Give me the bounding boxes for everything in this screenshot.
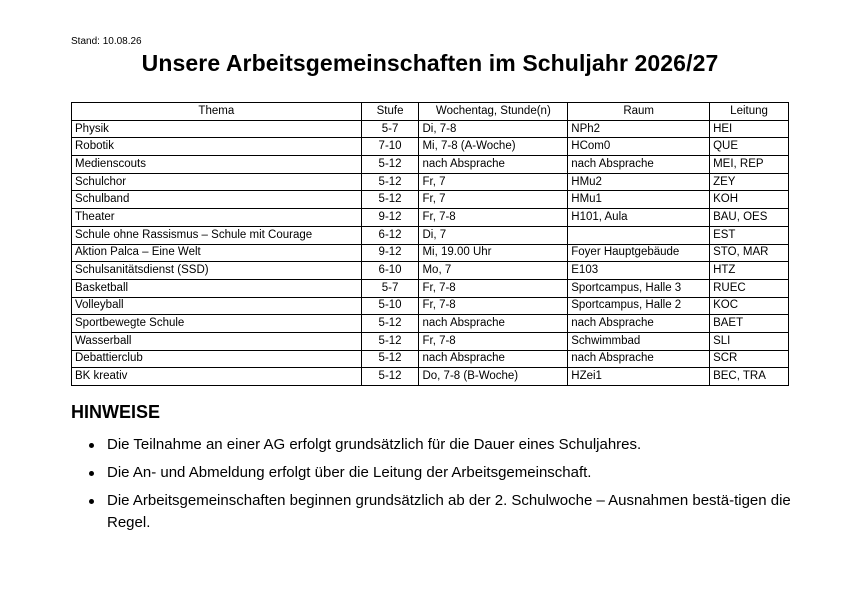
cell-raum: Schwimmbad bbox=[568, 332, 710, 350]
table-row bbox=[72, 244, 789, 262]
cell-leitung: QUE bbox=[710, 138, 789, 156]
cell-thema: Physik bbox=[72, 120, 362, 138]
table-row bbox=[72, 350, 789, 368]
cell-stufe: 5-7 bbox=[361, 279, 419, 297]
cell-thema: Aktion Palca – Eine Welt bbox=[72, 244, 362, 262]
stand-date: Stand: 10.08.26 bbox=[71, 36, 142, 47]
bullet-icon bbox=[89, 499, 94, 504]
cell-thema: Volleyball bbox=[72, 297, 362, 315]
cell-stufe: 5-12 bbox=[361, 315, 419, 333]
header-thema: Thema bbox=[72, 103, 362, 121]
cell-thema: Basketball bbox=[72, 279, 362, 297]
cell-stufe: 5-12 bbox=[361, 156, 419, 174]
cell-raum: Sportcampus, Halle 2 bbox=[568, 297, 710, 315]
ag-table bbox=[71, 102, 789, 386]
cell-leitung: BEC, TRA bbox=[710, 368, 789, 386]
cell-raum: Foyer Hauptgebäude bbox=[568, 244, 710, 262]
bullet-icon bbox=[89, 443, 94, 448]
cell-raum: NPh2 bbox=[568, 120, 710, 138]
cell-wochentag: Do, 7-8 (B-Woche) bbox=[419, 368, 568, 386]
header-stufe: Stufe bbox=[361, 103, 419, 121]
table-row bbox=[72, 262, 789, 280]
cell-thema: Schulsanitätsdienst (SSD) bbox=[72, 262, 362, 280]
cell-thema: Medienscouts bbox=[72, 156, 362, 174]
cell-raum: H101, Aula bbox=[568, 209, 710, 227]
cell-stufe: 5-12 bbox=[361, 173, 419, 191]
cell-wochentag: Mo, 7 bbox=[419, 262, 568, 280]
table-row bbox=[72, 173, 789, 191]
cell-stufe: 5-12 bbox=[361, 350, 419, 368]
cell-wochentag: Di, 7-8 bbox=[419, 120, 568, 138]
cell-leitung: STO, MAR bbox=[710, 244, 789, 262]
cell-stufe: 5-12 bbox=[361, 191, 419, 209]
table-row bbox=[72, 226, 789, 244]
table-header-row bbox=[72, 103, 789, 121]
cell-stufe: 5-12 bbox=[361, 332, 419, 350]
table-row bbox=[72, 315, 789, 333]
cell-stufe: 5-7 bbox=[361, 120, 419, 138]
cell-thema: Schule ohne Rassismus – Schule mit Courage bbox=[72, 226, 362, 244]
cell-wochentag: Fr, 7-8 bbox=[419, 332, 568, 350]
cell-leitung: EST bbox=[710, 226, 789, 244]
cell-raum: E103 bbox=[568, 262, 710, 280]
bullet-icon bbox=[89, 471, 94, 476]
cell-thema: Schulchor bbox=[72, 173, 362, 191]
cell-stufe: 6-12 bbox=[361, 226, 419, 244]
notes-list bbox=[71, 434, 791, 540]
table-row bbox=[72, 279, 789, 297]
header-raum: Raum bbox=[568, 103, 710, 121]
table-row bbox=[72, 156, 789, 174]
cell-wochentag: Fr, 7 bbox=[419, 173, 568, 191]
note-item bbox=[71, 434, 791, 456]
cell-wochentag: nach Absprache bbox=[419, 156, 568, 174]
cell-wochentag: Fr, 7-8 bbox=[419, 279, 568, 297]
cell-leitung: SLI bbox=[710, 332, 789, 350]
table-row bbox=[72, 209, 789, 227]
cell-thema: Debattierclub bbox=[72, 350, 362, 368]
cell-wochentag: Fr, 7-8 bbox=[419, 297, 568, 315]
cell-raum: nach Absprache bbox=[568, 315, 710, 333]
table-row bbox=[72, 368, 789, 386]
cell-leitung: KOH bbox=[710, 191, 789, 209]
note-item bbox=[71, 490, 791, 534]
note-text: Die Arbeitsgemeinschaften beginnen grundsätzlich ab der 2. Schulwoche – Ausnahmen bestä-tigen die Regel. bbox=[107, 492, 791, 531]
cell-thema: Schulband bbox=[72, 191, 362, 209]
cell-raum: HMu2 bbox=[568, 173, 710, 191]
cell-thema: Sportbewegte Schule bbox=[72, 315, 362, 333]
cell-leitung: HEI bbox=[710, 120, 789, 138]
cell-raum: HZei1 bbox=[568, 368, 710, 386]
table-row bbox=[72, 297, 789, 315]
cell-raum: Sportcampus, Halle 3 bbox=[568, 279, 710, 297]
cell-raum: nach Absprache bbox=[568, 350, 710, 368]
header-wochentag: Wochentag, Stunde(n) bbox=[419, 103, 568, 121]
cell-stufe: 9-12 bbox=[361, 209, 419, 227]
table-row bbox=[72, 138, 789, 156]
cell-raum: nach Absprache bbox=[568, 156, 710, 174]
cell-thema: Robotik bbox=[72, 138, 362, 156]
cell-thema: BK kreativ bbox=[72, 368, 362, 386]
page-title: Unsere Arbeitsgemeinschaften im Schuljahr 2026/27 bbox=[141, 50, 719, 76]
cell-leitung: MEI, REP bbox=[710, 156, 789, 174]
note-text: Die An- und Abmeldung erfolgt über die Leitung der Arbeitsgemeinschaft. bbox=[107, 464, 592, 481]
cell-leitung: ZEY bbox=[710, 173, 789, 191]
cell-leitung: SCR bbox=[710, 350, 789, 368]
table-body bbox=[72, 120, 789, 385]
cell-thema: Theater bbox=[72, 209, 362, 227]
cell-raum: HMu1 bbox=[568, 191, 710, 209]
cell-wochentag: nach Absprache bbox=[419, 350, 568, 368]
cell-stufe: 5-10 bbox=[361, 297, 419, 315]
note-text: Die Teilnahme an einer AG erfolgt grundsätzlich für die Dauer eines Schuljahres. bbox=[107, 436, 642, 453]
cell-stufe: 6-10 bbox=[361, 262, 419, 280]
cell-stufe: 5-12 bbox=[361, 368, 419, 386]
note-item bbox=[71, 462, 791, 484]
table-row bbox=[72, 332, 789, 350]
cell-leitung: KOC bbox=[710, 297, 789, 315]
cell-raum bbox=[568, 226, 710, 244]
header-leitung: Leitung bbox=[710, 103, 789, 121]
cell-wochentag: Fr, 7-8 bbox=[419, 209, 568, 227]
cell-wochentag: Fr, 7 bbox=[419, 191, 568, 209]
cell-leitung: BAU, OES bbox=[710, 209, 789, 227]
cell-leitung: RUEC bbox=[710, 279, 789, 297]
cell-stufe: 7-10 bbox=[361, 138, 419, 156]
cell-wochentag: Mi, 19.00 Uhr bbox=[419, 244, 568, 262]
cell-leitung: HTZ bbox=[710, 262, 789, 280]
cell-stufe: 9-12 bbox=[361, 244, 419, 262]
cell-wochentag: nach Absprache bbox=[419, 315, 568, 333]
table-row bbox=[72, 191, 789, 209]
cell-wochentag: Di, 7 bbox=[419, 226, 568, 244]
cell-thema: Wasserball bbox=[72, 332, 362, 350]
cell-raum: HCom0 bbox=[568, 138, 710, 156]
notes-heading: HINWEISE bbox=[71, 402, 161, 422]
cell-leitung: BAET bbox=[710, 315, 789, 333]
cell-wochentag: Mi, 7-8 (A-Woche) bbox=[419, 138, 568, 156]
table-row bbox=[72, 120, 789, 138]
